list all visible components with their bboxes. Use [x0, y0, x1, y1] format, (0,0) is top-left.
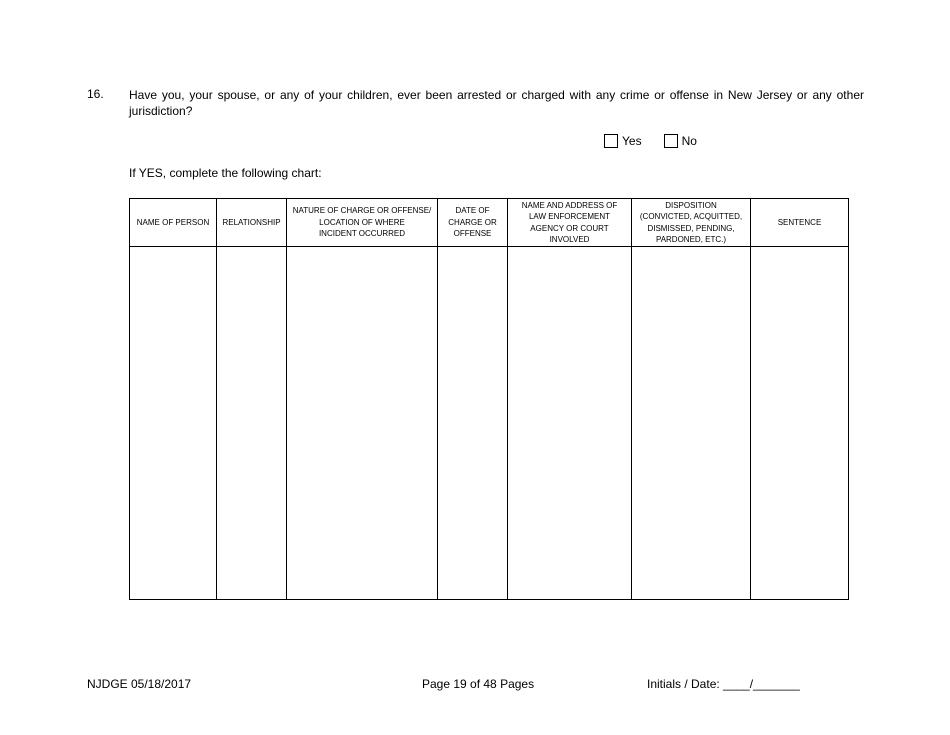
- header-label: RELATIONSHIP: [222, 217, 281, 227]
- header-label: DISPOSITION (CONVICTED, ACQUITTED, DISMISSED, PENDING, PARDONED, ETC.): [639, 200, 743, 244]
- header-disposition: [632, 199, 751, 247]
- header-relationship: [217, 199, 287, 247]
- no-checkbox[interactable]: [664, 134, 678, 148]
- answer-options: [604, 134, 719, 148]
- cell-name-of-person[interactable]: [130, 247, 217, 600]
- cell-relationship[interactable]: [217, 247, 287, 600]
- footer-page-number: Page 19 of 48 Pages: [422, 677, 535, 691]
- table-row: [130, 247, 849, 600]
- chart-header-row: [130, 199, 849, 247]
- cell-date-of-charge[interactable]: [438, 247, 508, 600]
- yes-checkbox[interactable]: [604, 134, 618, 148]
- option-yes[interactable]: [604, 134, 642, 148]
- cell-agency-or-court[interactable]: [508, 247, 632, 600]
- header-label: SENTENCE: [777, 217, 822, 227]
- chart-instruction: If YES, complete the following chart:: [129, 166, 322, 180]
- header-nature-of-charge: [287, 199, 438, 247]
- header-name-of-person: [130, 199, 217, 247]
- yes-label: Yes: [622, 134, 642, 148]
- header-label: NATURE OF CHARGE OR OFFENSE/ LOCATION OF WHERE INCIDENT OCCURRED: [292, 206, 432, 239]
- header-label: NAME AND ADDRESS OF LAW ENFORCEMENT AGENCY OR COURT INVOLVED: [521, 200, 618, 244]
- header-sentence: [751, 199, 849, 247]
- header-label: DATE OF CHARGE OR OFFENSE: [448, 206, 497, 239]
- arrest-chart: [129, 198, 849, 600]
- cell-disposition[interactable]: [632, 247, 751, 600]
- header-agency-or-court: [508, 199, 632, 247]
- header-label: NAME OF PERSON: [136, 217, 210, 227]
- question-number: 16.: [87, 87, 104, 101]
- option-no[interactable]: [664, 134, 697, 148]
- no-label: No: [681, 134, 697, 148]
- header-date-of-charge: [438, 199, 508, 247]
- cell-nature-of-charge[interactable]: [287, 247, 438, 600]
- footer-form-id: NJDGE 05/18/2017: [87, 677, 192, 691]
- footer-initials-date: Initials / Date: ____/_______: [647, 677, 800, 691]
- cell-sentence[interactable]: [751, 247, 849, 600]
- question-text: Have you, your spouse, or any of your children, ever been arrested or charged with any crime or offense in New Jersey or any other jurisdiction?: [129, 88, 864, 118]
